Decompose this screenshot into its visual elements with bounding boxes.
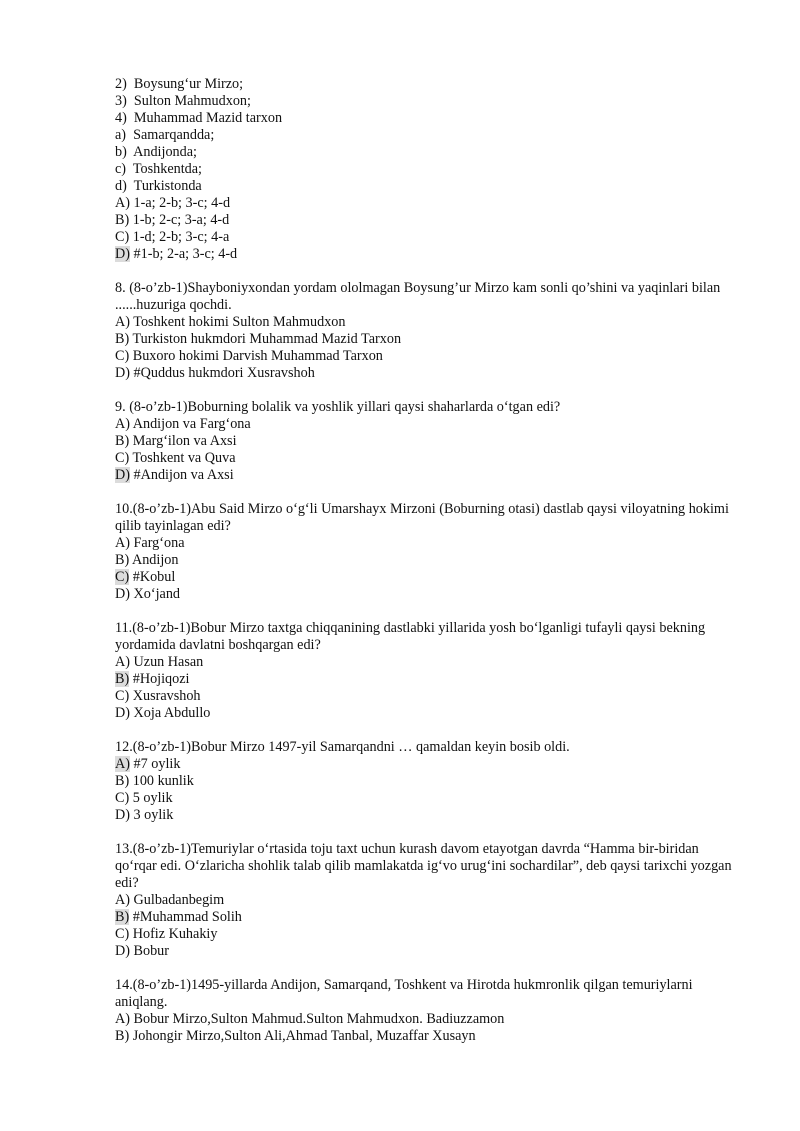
list-line: 2) Boysung‘ur Mirzo; bbox=[115, 76, 244, 92]
answer-option bbox=[115, 892, 735, 909]
answer-letter: A) bbox=[115, 416, 130, 432]
answer-text: Andijon va Farg‘ona bbox=[129, 416, 251, 432]
list-line: 4) Muhammad Mazid tarxon bbox=[115, 110, 283, 126]
answer-letter: B) bbox=[115, 331, 130, 347]
answer-text: Xusravshoh bbox=[129, 688, 201, 704]
answer-option bbox=[115, 467, 735, 484]
question-block bbox=[115, 280, 735, 382]
list-line: b) Andijonda; bbox=[115, 144, 197, 160]
answer-letter-highlight: B) bbox=[115, 909, 130, 925]
answer-text: Gulbadanbegim bbox=[129, 892, 225, 908]
answer-option bbox=[115, 773, 735, 790]
question-block bbox=[115, 620, 735, 722]
answer-letter: D) bbox=[115, 365, 130, 381]
question-stem: 12.(8-o’zb-1)Bobur Mirzo 1497-yil Samarqandni … qamaldan keyin bosib oldi. bbox=[115, 739, 570, 755]
answer-option bbox=[115, 671, 735, 688]
list-line: C) 1-d; 2-b; 3-c; 4-a bbox=[115, 229, 230, 245]
answer-option bbox=[115, 535, 735, 552]
list-line: c) Toshkentda; bbox=[115, 161, 203, 177]
question-stem: 10.(8-o’zb-1)Abu Said Mirzo o‘g‘li Umarshayx Mirzoni (Boburning otasi) dastlab qaysi viloyatning hokimi qilib tayinlagan edi? bbox=[115, 501, 729, 534]
answer-option bbox=[115, 348, 735, 365]
answer-letter: B) bbox=[115, 1028, 130, 1044]
answer-text: Johongir Mirzo,Sulton Ali,Ahmad Tanbal, Muzaffar Xusayn bbox=[129, 1028, 476, 1044]
answer-option bbox=[115, 1028, 735, 1045]
answer-letter: A) bbox=[115, 314, 130, 330]
answer-option bbox=[115, 654, 735, 671]
question-block bbox=[115, 739, 735, 824]
question-stem: 13.(8-o’zb-1)Temuriylar o‘rtasida toju taxt uchun kurash davom etayotgan davrda “Hamma bir-biridan qo‘rqar edi. O‘zlaricha shohlik talab qilib mamlakatda ig‘vo urug‘ini sochardilar”, deb qaysi tarixchi yozgan edi? bbox=[115, 841, 732, 891]
list-line: d) Turkistonda bbox=[115, 178, 202, 194]
answer-text: Bobur bbox=[129, 943, 169, 959]
question-7-continuation bbox=[115, 76, 735, 263]
answer-letter-highlight: C) bbox=[115, 569, 130, 585]
answer-text: Bobur Mirzo,Sulton Mahmud.Sulton Mahmudxon. Badiuzzamon bbox=[129, 1011, 505, 1027]
answer-option bbox=[115, 552, 735, 569]
answer-text: Toshkent va Quva bbox=[129, 450, 236, 466]
answer-option bbox=[115, 365, 735, 382]
answer-line bbox=[115, 246, 735, 263]
question-block bbox=[115, 399, 735, 484]
question-block bbox=[115, 841, 735, 960]
answer-letter: B) bbox=[115, 773, 130, 789]
answer-option bbox=[115, 807, 735, 824]
question-stem: 8. (8-o’zb-1)Shayboniyxondan yordam ololmagan Boysung’ur Mirzo kam sonli qo’shini va yaqinlari bilan ......huzuriga qochdi. bbox=[115, 280, 721, 313]
question-block bbox=[115, 977, 735, 1045]
answer-letter: D) bbox=[115, 807, 130, 823]
answer-option bbox=[115, 790, 735, 807]
answer-text: Turkiston hukmdori Muhammad Mazid Tarxon bbox=[129, 331, 402, 347]
answer-text: #7 oylik bbox=[129, 756, 181, 772]
answer-letter: C) bbox=[115, 450, 130, 466]
answer-option bbox=[115, 331, 735, 348]
answer-text: Farg‘ona bbox=[129, 535, 185, 551]
list-line: A) 1-a; 2-b; 3-c; 4-d bbox=[115, 195, 231, 211]
question-block bbox=[115, 501, 735, 603]
answer-text: #Andijon va Axsi bbox=[129, 467, 234, 483]
answer-option bbox=[115, 1011, 735, 1028]
answer-text: Toshkent hokimi Sulton Mahmudxon bbox=[129, 314, 346, 330]
answer-option bbox=[115, 756, 735, 773]
answer-text: 3 oylik bbox=[129, 807, 174, 823]
answer-letter: A) bbox=[115, 892, 130, 908]
answer-text: #Muhammad Solih bbox=[129, 909, 242, 925]
answer-option bbox=[115, 416, 735, 433]
question-stem: 11.(8-o’zb-1)Bobur Mirzo taxtga chiqqanining dastlabki yillarida yosh bo‘lganligi tufayli qaysi bekning yordamida davlatni boshqargan edi? bbox=[115, 620, 706, 653]
answer-letter-highlight: B) bbox=[115, 671, 130, 687]
answer-option bbox=[115, 586, 735, 603]
answer-letter: D) bbox=[115, 586, 130, 602]
answer-letter-highlight: D) bbox=[115, 467, 130, 483]
answer-option bbox=[115, 943, 735, 960]
answer-letter: B) bbox=[115, 552, 130, 568]
answer-text: Uzun Hasan bbox=[129, 654, 204, 670]
answer-option bbox=[115, 688, 735, 705]
answer-text: #Kobul bbox=[129, 569, 176, 585]
answer-letter-highlight: D) bbox=[115, 246, 130, 262]
answer-letter: C) bbox=[115, 688, 130, 704]
question-stem: 14.(8-o’zb-1)1495-yillarda Andijon, Samarqand, Toshkent va Hirotda hukmronlik qilgan temuriylarni aniqlang. bbox=[115, 977, 693, 1010]
answer-text: Buxoro hokimi Darvish Muhammad Tarxon bbox=[129, 348, 383, 364]
answer-option bbox=[115, 433, 735, 450]
list-line: a) Samarqandda; bbox=[115, 127, 215, 143]
answer-text: #Quddus hukmdori Xusravshoh bbox=[129, 365, 315, 381]
answer-text: 100 kunlik bbox=[129, 773, 194, 789]
answer-text: Xoja Abdullo bbox=[129, 705, 211, 721]
question-stem: 9. (8-o’zb-1)Boburning bolalik va yoshlik yillari qaysi shaharlarda o‘tgan edi? bbox=[115, 399, 561, 415]
answer-letter: A) bbox=[115, 654, 130, 670]
answer-option bbox=[115, 926, 735, 943]
answer-text: #1-b; 2-a; 3-c; 4-d bbox=[129, 246, 238, 262]
answer-letter: A) bbox=[115, 1011, 130, 1027]
answer-option bbox=[115, 705, 735, 722]
answer-letter: A) bbox=[115, 535, 130, 551]
answer-option bbox=[115, 569, 735, 586]
list-line: B) 1-b; 2-c; 3-a; 4-d bbox=[115, 212, 230, 228]
answer-letter: B) bbox=[115, 433, 130, 449]
answer-text: Andijon bbox=[129, 552, 179, 568]
answer-letter: C) bbox=[115, 348, 130, 364]
answer-letter: D) bbox=[115, 705, 130, 721]
question-list bbox=[115, 280, 735, 1045]
answer-letter: D) bbox=[115, 943, 130, 959]
answer-option bbox=[115, 909, 735, 926]
document-page bbox=[115, 76, 735, 1045]
answer-letter: C) bbox=[115, 926, 130, 942]
list-line: 3) Sulton Mahmudxon; bbox=[115, 93, 251, 109]
answer-text: 5 oylik bbox=[129, 790, 173, 806]
answer-text: #Hojiqozi bbox=[129, 671, 190, 687]
answer-letter: C) bbox=[115, 790, 130, 806]
answer-text: Hofiz Kuhakiy bbox=[129, 926, 218, 942]
answer-option bbox=[115, 450, 735, 467]
answer-letter-highlight: A) bbox=[115, 756, 130, 772]
answer-text: Marg‘ilon va Axsi bbox=[129, 433, 237, 449]
answer-option bbox=[115, 314, 735, 331]
answer-text: Xo‘jand bbox=[129, 586, 181, 602]
